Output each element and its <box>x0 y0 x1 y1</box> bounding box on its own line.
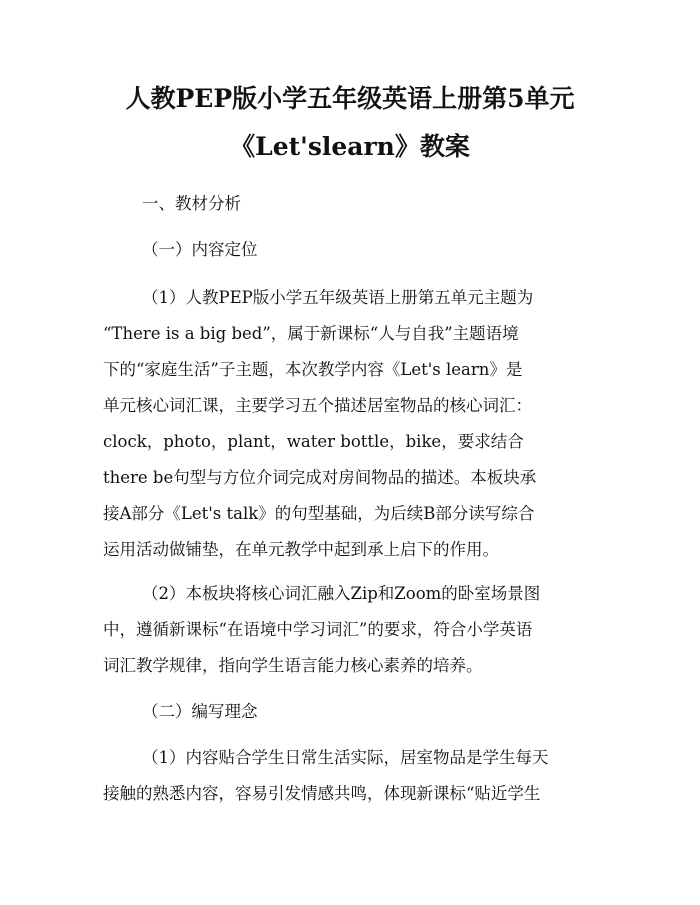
paragraph-line: （1）人教PEP版小学五年级英语上册第五单元主题为 <box>142 288 534 307</box>
subsection-heading-philosophy: （二）编写理念 <box>142 702 258 721</box>
paragraph-line: clock，photo，plant，water bottle，bike，要求结合 <box>103 432 524 451</box>
document-title-line-1: 人教PEP版小学五年级英语上册第5单元 <box>125 84 575 113</box>
paragraph-line: （2）本板块将核心词汇融入Zip和Zoom的卧室场景图 <box>142 584 541 603</box>
subsection-heading-content: （一）内容定位 <box>142 240 258 259</box>
paragraph-line: there be句型与方位介词完成对房间物品的描述。本板块承 <box>103 468 537 487</box>
paragraph-line: “There is a big bed”，属于新课标“人与自我”主题语境 <box>103 324 519 343</box>
paragraph-line: 接A部分《Let's talk》的句型基础，为后续B部分读写综合 <box>103 504 535 523</box>
paragraph-line: （1）内容贴合学生日常生活实际，居室物品是学生每天 <box>142 748 549 767</box>
paragraph-line: 单元核心词汇课，主要学习五个描述居室物品的核心词汇： <box>103 396 532 415</box>
section-heading-analysis: 一、教材分析 <box>142 194 241 213</box>
paragraph-line: 词汇教学规律，指向学生语言能力核心素养的培养。 <box>103 656 483 675</box>
paragraph-line: 中，遵循新课标“在语境中学习词汇”的要求，符合小学英语 <box>103 620 533 639</box>
document-title-line-2: 《Let'slearn》教案 <box>230 132 470 161</box>
paragraph-line: 接触的熟悉内容，容易引发情感共鸣，体现新课标“贴近学生 <box>103 784 541 803</box>
paragraph-line: 运用活动做铺垫，在单元教学中起到承上启下的作用。 <box>103 540 499 559</box>
paragraph-line: 下的“家庭生活”子主题，本次教学内容《Let's learn》是 <box>103 360 523 379</box>
